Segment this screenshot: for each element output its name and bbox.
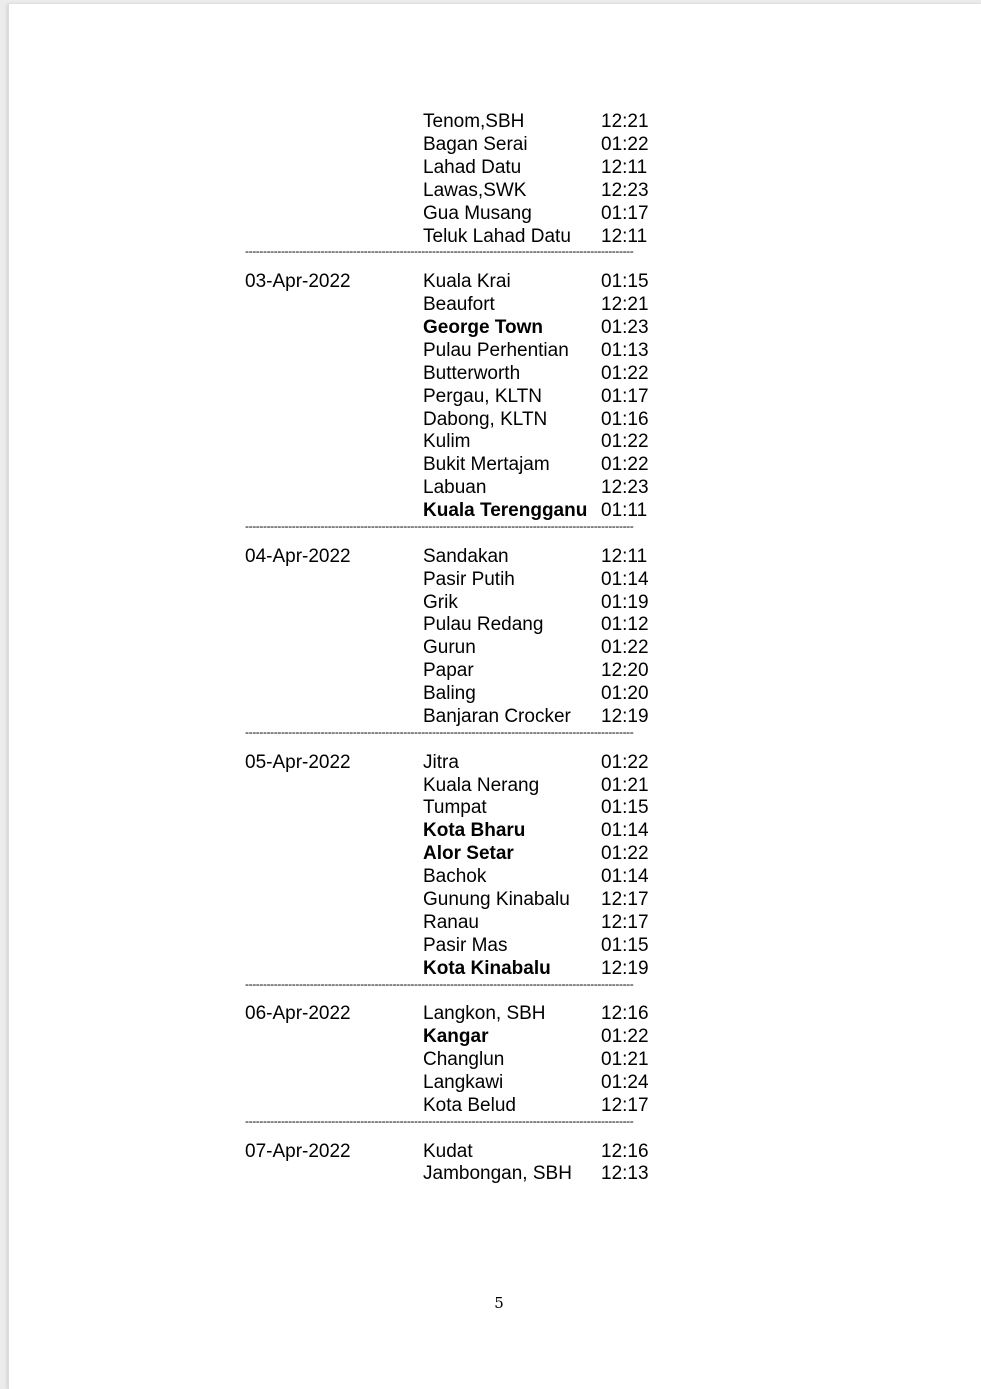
time-value: 12:19	[601, 957, 649, 979]
schedule-row	[0, 682, 981, 705]
date-label: 06-Apr-2022	[245, 1003, 351, 1025]
schedule-row	[0, 499, 981, 522]
time-value: 01:22	[601, 133, 649, 155]
location-name: Kudat	[423, 1140, 473, 1162]
time-value: 01:12	[601, 614, 649, 636]
section-separator: ------------------------------------------------------------------------------------------------------------	[245, 246, 634, 257]
schedule-row	[0, 408, 981, 431]
time-value: 01:23	[601, 316, 649, 338]
location-name: Tumpat	[423, 797, 487, 819]
date-label: 03-Apr-2022	[245, 271, 351, 293]
schedule-row	[0, 888, 981, 911]
location-name: Pasir Mas	[423, 934, 508, 956]
location-name: Jambongan, SBH	[423, 1163, 572, 1185]
time-value: 01:14	[601, 866, 649, 888]
location-name: Dabong, KLTN	[423, 408, 548, 430]
schedule-row	[0, 1094, 981, 1117]
schedule-row	[0, 842, 981, 865]
time-value: 12:17	[601, 889, 649, 910]
location-name: Alor Setar	[423, 843, 514, 865]
time-value: 12:16	[601, 1003, 649, 1025]
schedule-row	[0, 316, 981, 339]
section-separator: ------------------------------------------------------------------------------------------------------------	[245, 1115, 634, 1126]
date-label: 07-Apr-2022	[245, 1140, 351, 1162]
time-value: 12:11	[601, 156, 648, 178]
schedule-row	[0, 156, 981, 179]
time-value: 01:17	[601, 385, 649, 407]
schedule-row	[0, 774, 981, 797]
location-name: Pergau, KLTN	[423, 385, 542, 407]
time-value: 12:23	[601, 179, 649, 201]
location-name: Ranau	[423, 911, 479, 933]
schedule-row	[0, 751, 981, 774]
location-name: Baling	[423, 683, 476, 705]
location-name: Kuala Terengganu	[423, 500, 588, 522]
time-value: 01:24	[601, 1072, 649, 1093]
section-separator: ------------------------------------------------------------------------------------------------------------	[245, 726, 634, 737]
section-separator: ------------------------------------------------------------------------------------------------------------	[245, 978, 634, 989]
schedule-row	[0, 636, 981, 659]
location-name: Kuala Krai	[423, 271, 511, 293]
location-name: Sandakan	[423, 545, 509, 567]
location-name: Gurun	[423, 637, 476, 659]
location-name: Lawas,SWK	[423, 179, 527, 201]
location-name: Kota Belud	[423, 1094, 516, 1116]
location-name: Kota Kinabalu	[423, 957, 551, 979]
location-name: Pulau Perhentian	[423, 339, 569, 361]
schedule-row	[0, 705, 981, 728]
location-name: Banjaran Crocker	[423, 706, 571, 727]
location-name: Tenom,SBH	[423, 111, 525, 132]
time-value: 12:19	[601, 706, 649, 727]
time-value: 01:16	[601, 408, 649, 430]
location-name: Butterworth	[423, 362, 521, 384]
location-name: Teluk Lahad Datu	[423, 225, 571, 247]
location-name: Bagan Serai	[423, 133, 528, 155]
time-value: 01:14	[601, 568, 649, 590]
schedule-row	[0, 591, 981, 614]
schedule-row	[0, 568, 981, 591]
time-value: 01:21	[601, 1049, 649, 1071]
schedule-row	[0, 659, 981, 682]
location-name: Grik	[423, 591, 458, 613]
location-name: Pulau Redang	[423, 614, 544, 636]
section-separator: ------------------------------------------------------------------------------------------------------------	[245, 521, 634, 531]
time-value: 01:19	[601, 591, 649, 613]
time-value: 01:22	[601, 431, 649, 453]
schedule-row	[0, 957, 981, 980]
location-name: Bachok	[423, 866, 487, 888]
schedule-row	[0, 293, 981, 316]
time-value: 12:23	[601, 477, 649, 499]
time-value: 01:22	[601, 843, 649, 865]
schedule-row	[0, 545, 981, 568]
location-name: Kuala Nerang	[423, 774, 540, 796]
schedule-row	[0, 819, 981, 842]
time-value: 01:11	[601, 500, 648, 522]
location-name: Gunung Kinabalu	[423, 889, 570, 910]
page-number: 5	[494, 1294, 504, 1312]
schedule-row	[0, 430, 981, 453]
time-value: 12:11	[601, 545, 648, 567]
location-name: Jitra	[423, 751, 459, 773]
location-name: Bukit Mertajam	[423, 454, 550, 476]
location-name: Beaufort	[423, 294, 495, 315]
schedule-row	[0, 1071, 981, 1094]
location-name: Langkawi	[423, 1072, 504, 1093]
schedule-row	[0, 796, 981, 819]
schedule-row	[0, 385, 981, 408]
schedule-row	[0, 865, 981, 888]
time-value: 01:22	[601, 362, 649, 384]
schedule-row	[0, 362, 981, 385]
schedule-row	[0, 911, 981, 934]
time-value: 01:13	[601, 339, 649, 361]
schedule-row	[0, 934, 981, 957]
time-value: 12:16	[601, 1140, 649, 1162]
location-name: Changlun	[423, 1049, 505, 1071]
time-value: 01:20	[601, 683, 649, 705]
time-value: 01:15	[601, 797, 649, 819]
time-value: 01:21	[601, 774, 649, 796]
schedule-row	[0, 1002, 981, 1025]
schedule-row	[0, 1025, 981, 1048]
time-value: 12:13	[601, 1163, 649, 1185]
time-value: 12:17	[601, 1094, 649, 1116]
schedule-row	[0, 613, 981, 636]
location-name: Langkon, SBH	[423, 1003, 546, 1025]
location-name: Gua Musang	[423, 202, 532, 224]
time-value: 12:17	[601, 911, 649, 933]
time-value: 01:22	[601, 1026, 649, 1048]
schedule-row	[0, 202, 981, 225]
time-value: 12:21	[601, 111, 649, 132]
date-label: 05-Apr-2022	[245, 751, 351, 773]
time-value: 01:14	[601, 820, 649, 842]
time-value: 01:22	[601, 751, 649, 773]
time-value: 12:21	[601, 294, 649, 315]
location-name: Pasir Putih	[423, 568, 515, 590]
schedule-row	[0, 179, 981, 202]
schedule-row	[0, 453, 981, 476]
schedule-row	[0, 270, 981, 293]
location-name: Labuan	[423, 477, 487, 499]
location-name: Papar	[423, 660, 474, 682]
time-value: 12:11	[601, 225, 648, 247]
schedule-row	[0, 225, 981, 248]
location-name: Lahad Datu	[423, 156, 522, 178]
time-value: 01:15	[601, 271, 649, 293]
date-label: 04-Apr-2022	[245, 545, 351, 567]
location-name: George Town	[423, 316, 543, 338]
time-value: 01:17	[601, 202, 649, 224]
time-value: 01:15	[601, 934, 649, 956]
location-name: Kota Bharu	[423, 820, 526, 842]
schedule-row	[0, 476, 981, 499]
time-value: 01:22	[601, 637, 649, 659]
time-value: 01:22	[601, 454, 649, 476]
schedule-row	[0, 339, 981, 362]
time-value: 12:20	[601, 660, 649, 682]
schedule-row	[0, 1048, 981, 1071]
schedule-row	[0, 1140, 981, 1163]
schedule-row	[0, 1162, 981, 1185]
location-name: Kangar	[423, 1026, 489, 1048]
schedule-row	[0, 133, 981, 156]
location-name: Kulim	[423, 431, 471, 453]
schedule-row	[0, 110, 981, 133]
